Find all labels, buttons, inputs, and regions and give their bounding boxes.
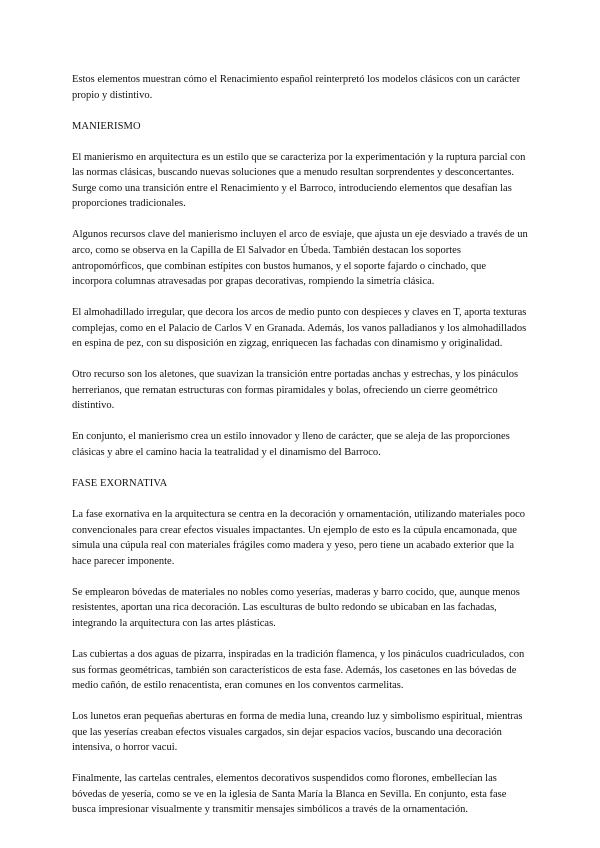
document-body	[72, 72, 528, 833]
paragraph: El manierismo en arquitectura es un estilo que se caracteriza por la experimentación y la ruptura parcial con las normas clásicas, buscando nuevas soluciones que a menudo resultan sorprendentes y desconcertantes. Surge como una transición entre el Renacimiento y el Barroco, introduciendo elementos que desafían las proporciones tradicionales.	[72, 151, 526, 210]
section-heading-manierismo: MANIERISMO	[72, 120, 141, 132]
paragraph: Los lunetos eran pequeñas aberturas en forma de media luna, creando luz y simbolismo espiritual, mientras que las yeserías creaban efectos visuales cargados, sin dejar espacios vacíos, buscando una decoración intensiva, o horror vacui.	[72, 711, 523, 754]
paragraph: La fase exornativa en la arquitectura se centra en la decoración y ornamentación, utilizando materiales poco convencionales para crear efectos visuales impactantes. Un ejemplo de esto es la cúpula encamonada, que simula una cúpula real con materiales frágiles como madera y yeso, pero tiene un acabado exterior que la hace parecer imponente.	[72, 509, 526, 567]
paragraph: Las cubiertas a dos aguas de pizarra, inspiradas en la tradición flamenca, y los pináculos cuadriculados, con sus formas geométricas, también son característicos de esta fase. Además, los casetones en las bóvedas de medio cañón, de estilo renacentista, eran comunes en los conventos carmelitas.	[72, 648, 525, 692]
paragraph: En conjunto, el manierismo crea un estilo innovador y lleno de carácter, que se aleja de las proporciones clásicas y abre el camino hacia la teatralidad y el dinamismo del Barroco.	[72, 431, 510, 459]
section-heading-fase-exornativa: FASE EXORNATIVA	[72, 478, 168, 490]
paragraph: Algunos recursos clave del manierismo incluyen el arco de esviaje, que ajusta un eje desviado a través de un arco, como se observa en la Capilla de El Salvador en Úbeda. También destacan los soportes antropomórficos, que combinan estípites con bustos humanos, y el soporte fajardo o cinchado, que incorpora columnas atravesadas por grapas decorativas, rompiendo la simetría clásica.	[72, 229, 528, 288]
paragraph: El almohadillado irregular, que decora los arcos de medio punto con despieces y claves en T, aporta texturas complejas, como en el Palacio de Carlos V en Granada. Además, los vanos palladianos y los almohadillados en espina de pez, con su disposición en zigzag, enriquecen las fachadas con dinamismo y originalidad.	[72, 307, 527, 350]
paragraph: Se emplearon bóvedas de materiales no nobles como yeserías, maderas y barro cocido, que, aunque menos resistentes, aportan una rica decoración. Las esculturas de bulto redondo se ubicaban en las fachadas, integrando la arquitectura con las artes plásticas.	[72, 586, 520, 629]
paragraph: Finalmente, las cartelas centrales, elementos decorativos suspendidos como florones, embellecían las bóvedas de yesería, como se ve en la iglesia de Santa María la Blanca en Sevilla. En conjunto, esta fase busca impresionar visualmente y transmitir mensajes simbólicos a través de la ornamentación.	[72, 773, 507, 816]
paragraph: Otro recurso son los aletones, que suavizan la transición entre portadas anchas y estrechas, y los pináculos herrerianos, que rematan estructuras con formas piramidales y bolas, ofreciendo un cierre geométrico distintivo.	[72, 369, 519, 412]
intro-paragraph: Estos elementos muestran cómo el Renacimiento español reinterpretó los modelos clásicos con un carácter propio y distintivo.	[72, 74, 521, 101]
